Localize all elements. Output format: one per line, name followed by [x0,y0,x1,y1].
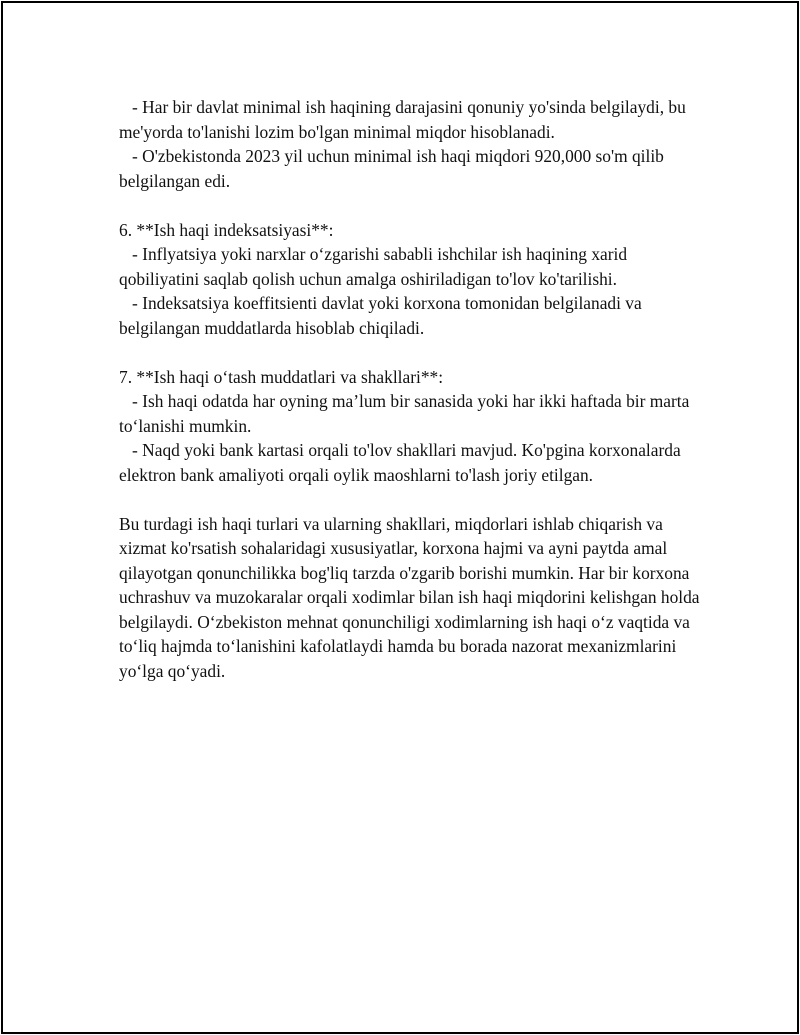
paragraph-gap [119,193,709,218]
paragraph-gap [119,340,709,365]
conclusion-paragraph: Bu turdagi ish haqi turlari va ularning shakllari, miqdorlari ishlab chiqarish va xizmat ko'rsatish sohalaridagi xususiyatlar, korxona hajmi va ayni paytda amal qilayotgan qonunchilikka bog'liq tarzda o'zgarib borishi mumkin. Har bir korxona uchrashuv va muzokaralar orqali xodimlar bilan ish haqi miqdorini kelishgan holda belgilaydi. O‘zbekiston mehnat qonunchiligi xodimlarning ish haqi o‘z vaqtida va to‘liq hajmda to‘lanishini kafolatlaydi hamda bu borada nazorat mexanizmlarini yo‘lga qo‘yadi. [119,513,704,681]
document-page [1,1,799,1034]
section5-item-1: - Har bir davlat minimal ish haqining darajasini qonuniy yo'sinda belgilaydi, bu me'yorda to'lanishi lozim bo'lgan minimal miqdor hisoblanadi. [119,97,691,142]
section7-item-2: - Naqd yoki bank kartasi orqali to'lov shakllari mavjud. Ko'pgina korxonalarda elektron bank amaliyoti orqali oylik maoshlarni to'lash joriy etilgan. [119,440,686,485]
section7-item-1: - Ish haqi odatda har oyning ma’lum bir sanasida yoki har ikki haftada bir marta to‘lanishi mumkin. [119,391,694,436]
section5-item-2: - O'zbekistonda 2023 yil uchun minimal ish haqi miqdori 920,000 so'm qilib belgilangan edi. [119,146,669,191]
document-body [119,95,709,683]
section6-item-1: - Inflyatsiya yoki narxlar o‘zgarishi sababli ishchilar ish haqining xarid qobiliyatini saqlab qolish uchun amalga oshiriladigan to'lov ko'tarilishi. [119,244,632,289]
paragraph-gap [119,487,709,512]
section7-heading: 7. **Ish haqi o‘tash muddatlari va shakllari**: [119,366,444,387]
section6-item-2: - Indeksatsiya koeffitsienti davlat yoki korxona tomonidan belgilanadi va belgilangan muddatlarda hisoblab chiqiladi. [119,293,647,338]
section6-heading: 6. **Ish haqi indeksatsiyasi**: [119,219,334,240]
